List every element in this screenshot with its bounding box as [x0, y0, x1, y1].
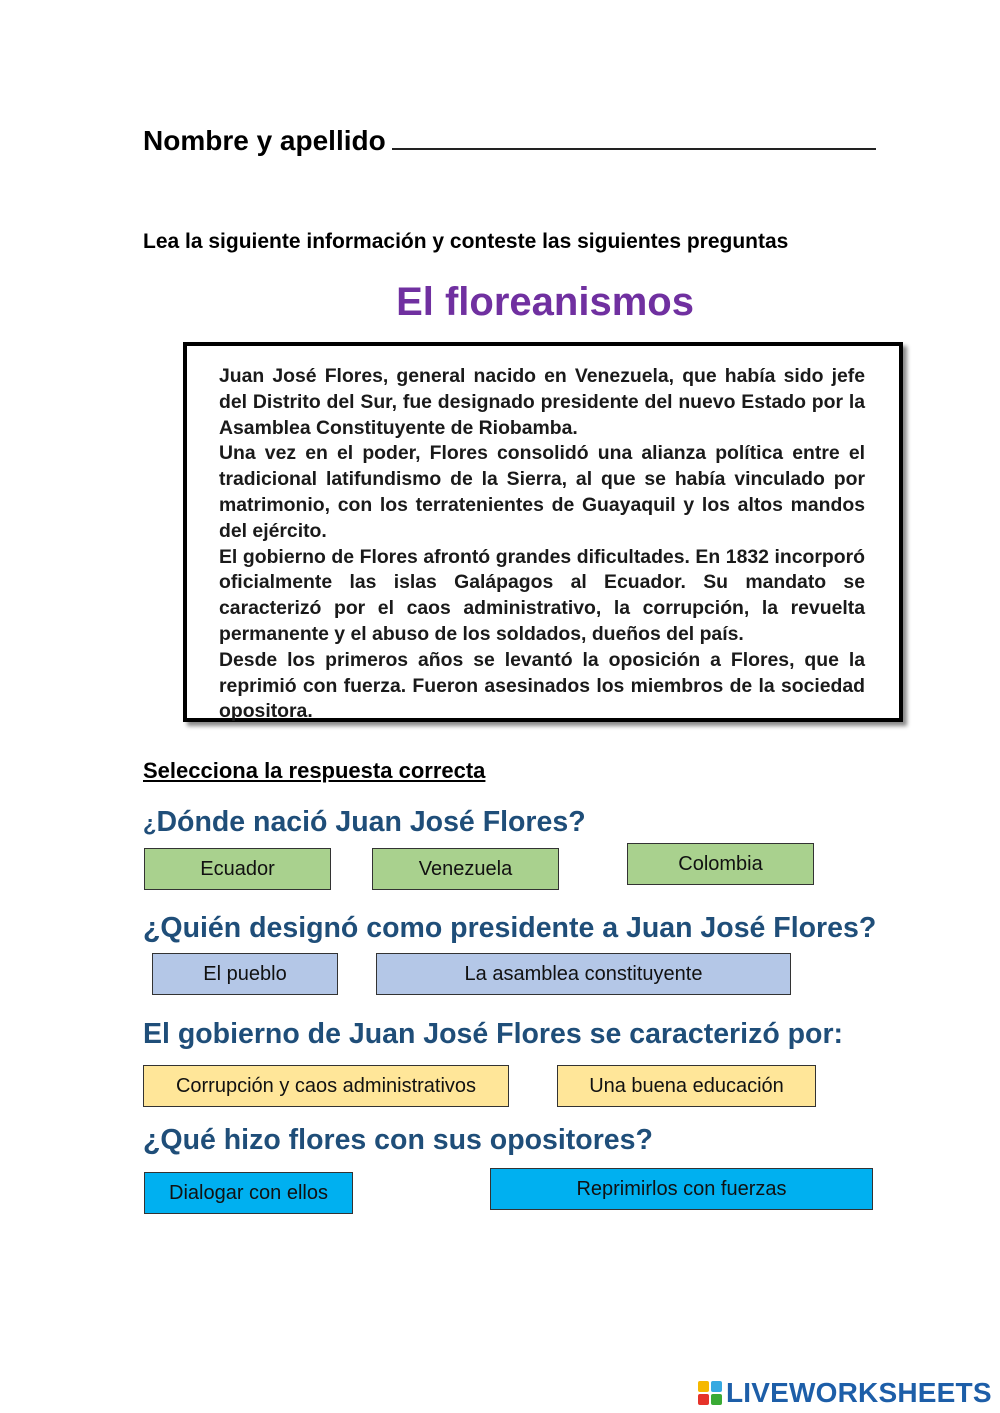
reading-box [183, 342, 903, 722]
logo-square [698, 1381, 709, 1392]
logo-square [711, 1394, 722, 1405]
option-ecuador[interactable]: Ecuador [144, 848, 331, 890]
name-blank-line[interactable] [392, 120, 876, 150]
option-corrupcion-caos[interactable]: Corrupción y caos administrativos [143, 1065, 509, 1107]
logo-squares-icon [698, 1381, 722, 1405]
name-field [143, 120, 876, 157]
instruction-text: Lea la siguiente información y conteste las siguientes preguntas [143, 230, 789, 253]
reading-paragraph: El gobierno de Flores afrontó grandes dificultades. En 1832 incorporó oficialmente las islas Galápagos al Ecuador. Su mandato se caracterizó por el caos administrativo, la corrupción, la revuelta permanente y el abuso de los soldados, dueños del país. [219, 545, 865, 645]
option-buena-educacion[interactable]: Una buena educación [557, 1065, 816, 1107]
reading-paragraph: Desde los primeros años se levantó la oposición a Flores, que la reprimió con fuerza. Fueron asesinados los miembros de la sociedad opositora. [219, 648, 865, 723]
option-el-pueblo[interactable]: El pueblo [152, 953, 338, 995]
logo-square [711, 1381, 722, 1392]
brand-text: LIVEWORKSHEETS [726, 1377, 992, 1408]
reading-paragraph: Una vez en el poder, Flores consolidó una alianza política entre el tradicional latifundismo de la Sierra, al que se había vinculado por matrimonio, con los terratenientes de Guayaquil y los altos mandos del ejército. [219, 442, 865, 542]
select-instruction: Selecciona la respuesta correcta [143, 758, 486, 783]
option-dialogar[interactable]: Dialogar con ellos [144, 1172, 353, 1214]
question-mark: ¿ [143, 811, 157, 836]
name-label: Nombre y apellido [143, 125, 386, 156]
question-3: El gobierno de Juan José Flores se caracterizó por: [143, 1018, 844, 1050]
option-asamblea-constituyente[interactable]: La asamblea constituyente [376, 953, 791, 995]
option-venezuela[interactable]: Venezuela [372, 848, 559, 890]
reading-paragraph: Juan José Flores, general nacido en Venezuela, que había sido jefe del Distrito del Sur, fue designado presidente del nuevo Estado por la Asamblea Constituyente de Riobamba. [219, 365, 865, 439]
logo-square [698, 1394, 709, 1405]
option-colombia[interactable]: Colombia [627, 843, 814, 885]
question-2: ¿Quién designó como presidente a Juan José Flores? [143, 912, 877, 944]
worksheet-title: El floreanismos [396, 280, 694, 324]
question-1 [143, 806, 586, 839]
question-1-text: Dónde nació Juan José Flores? [156, 806, 586, 838]
liveworksheets-logo [698, 1377, 992, 1409]
option-reprimirlos[interactable]: Reprimirlos con fuerzas [490, 1168, 873, 1210]
question-4: ¿Qué hizo flores con sus opositores? [143, 1124, 653, 1156]
